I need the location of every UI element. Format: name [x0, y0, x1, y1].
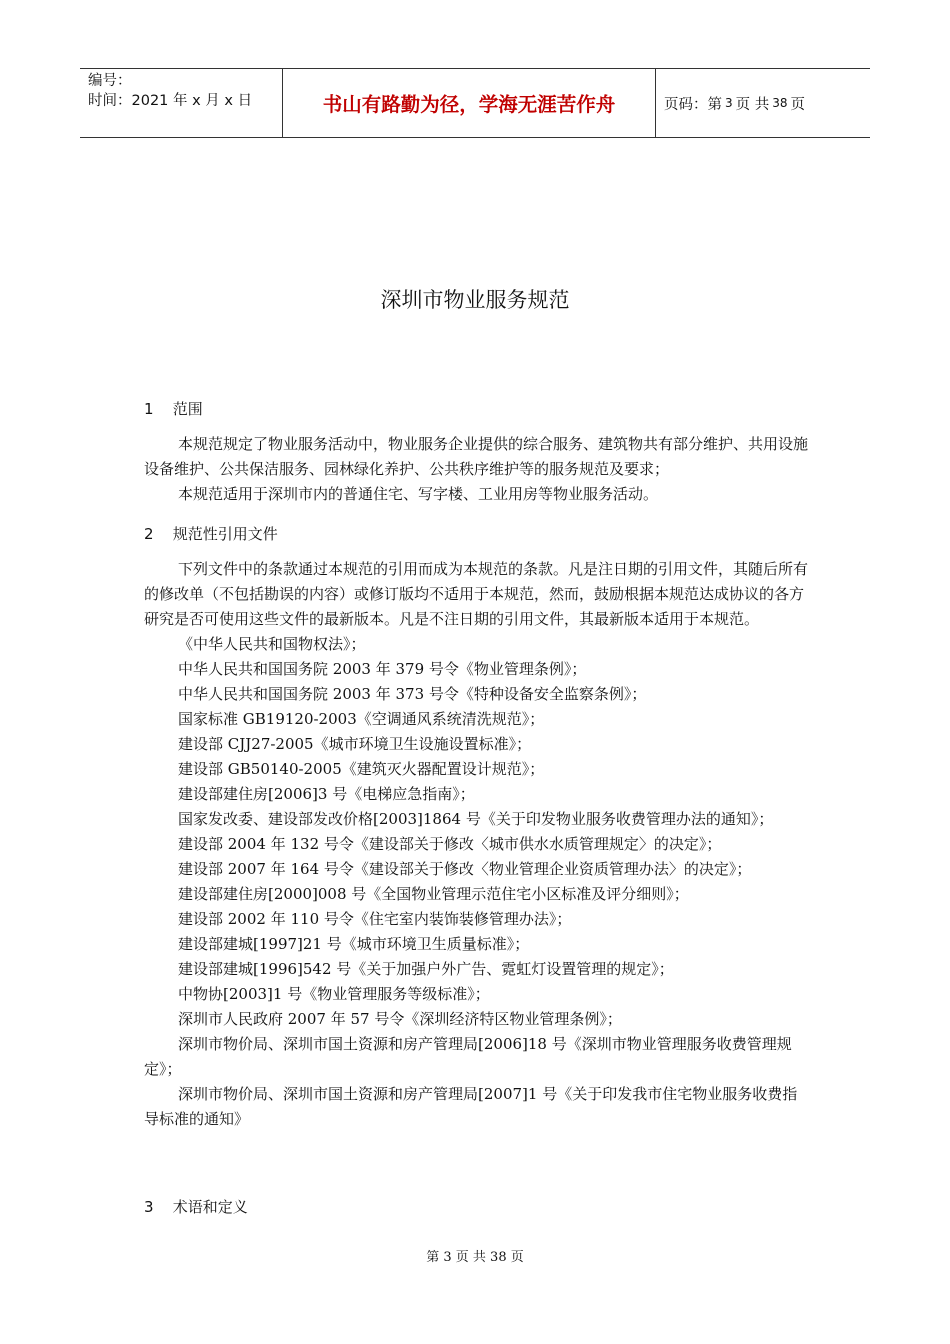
reference-item: 建设部 CJJ27-2005《城市环境卫生设施设置标准》； — [178, 735, 532, 753]
reference-item: 建设部 GB50140-2005《建筑灭火器配置设计规范》； — [178, 760, 545, 778]
reference-item: 深圳市物价局、深圳市国土资源和房产管理局[2006]18 号《深圳市物业管理服务收费管理规定》； — [144, 1035, 792, 1078]
document-time-label: 时间：2021 年 x 月 x 日 — [88, 93, 253, 109]
reference-item: 深圳市物价局、深圳市国土资源和房产管理局[2007]1 号《关于印发我市住宅物业服务收费指导标准的通知》 — [144, 1085, 798, 1128]
page-prefix: 页码：第 — [664, 96, 722, 113]
reference-item: 《中华人民共和国物权法》； — [178, 635, 366, 653]
section-number: 1 — [144, 400, 154, 418]
paragraph: 本规范适用于深圳市内的普通住宅、写字楼、工业用房等物业服务活动。 — [178, 485, 659, 503]
reference-item: 建设部建住房[2000]008 号《全国物业管理示范住宅小区标准及评分细则》； — [178, 885, 689, 903]
page-current: 3 — [725, 96, 733, 110]
reference-item: 建设部建城[1997]21 号《城市环境卫生质量标准》； — [178, 935, 530, 953]
reference-item: 中物协[2003]1 号《物业管理服务等级标准》； — [178, 985, 490, 1003]
paragraph: 下列文件中的条款通过本规范的引用而成为本规范的条款。凡是注日期的引用文件，其随后所有的修改单（不包括勘误的内容）或修订版均不适用于本规范，然而，鼓励根据本规范达成协议的各方研究是否可使用这些文件的最新版本。凡是不注日期的引用文件，其最新版本适用于本规范。 — [144, 560, 809, 628]
reference-item: 深圳市人民政府 2007 年 57 号令《深圳经济特区物业管理条例》； — [178, 1010, 622, 1028]
section-heading-scope — [144, 398, 203, 419]
section-title: 规范性引用文件 — [172, 525, 278, 543]
reference-item: 中华人民共和国国务院 2003 年 379 号令《物业管理条例》； — [178, 660, 587, 678]
header-page-info — [656, 69, 870, 137]
reference-item: 建设部建城[1996]542 号《关于加强户外广告、霓虹灯设置管理的规定》； — [178, 960, 674, 978]
header-motto: 书山有路勤为径，学海无涯苦作舟 — [282, 69, 656, 137]
document-title: 深圳市物业服务规范 — [380, 288, 570, 312]
section-heading-terms — [144, 1196, 248, 1217]
section-title: 范围 — [172, 400, 203, 418]
reference-item: 中华人民共和国国务院 2003 年 373 号令《特种设备安全监察条例》； — [178, 685, 647, 703]
page-total: 38 — [772, 96, 788, 110]
reference-item: 建设部 2002 年 110 号令《住宅室内装饰装修管理办法》； — [178, 910, 572, 928]
reference-item: 国家标准 GB19120-2003《空调通风系统清洗规范》； — [178, 710, 545, 728]
paragraph: 本规范规定了物业服务活动中，物业服务企业提供的综合服务、建筑物共有部分维护、共用设施设备维护、公共保洁服务、园林绿化养护、公共秩序维护等的服务规范及要求； — [144, 435, 809, 478]
reference-item: 建设部建住房[2006]3 号《电梯应急指南》； — [178, 785, 475, 803]
page-suffix: 页 — [790, 96, 806, 113]
reference-item: 建设部 2004 年 132 号令《建设部关于修改〈城市供水水质管理规定〉的决定》； — [178, 835, 722, 853]
section-title: 术语和定义 — [172, 1198, 248, 1216]
section-number: 3 — [144, 1198, 154, 1216]
section-heading-references — [144, 523, 278, 544]
section-scope-body — [144, 432, 808, 507]
reference-item: 建设部 2007 年 164 号令《建设部关于修改〈物业管理企业资质管理办法〉的决定》； — [178, 860, 752, 878]
page-header — [80, 68, 870, 138]
section-references-body — [144, 557, 808, 1132]
page-footer: 第 3 页 共 38 页 — [426, 1250, 524, 1265]
header-meta — [80, 69, 282, 137]
page-mid: 页 共 — [735, 96, 770, 113]
reference-item: 国家发改委、建设部发改价格[2003]1864 号《关于印发物业服务收费管理办法的通知》； — [178, 810, 774, 828]
document-number-label: 编号： — [88, 73, 132, 89]
section-number: 2 — [144, 525, 154, 543]
